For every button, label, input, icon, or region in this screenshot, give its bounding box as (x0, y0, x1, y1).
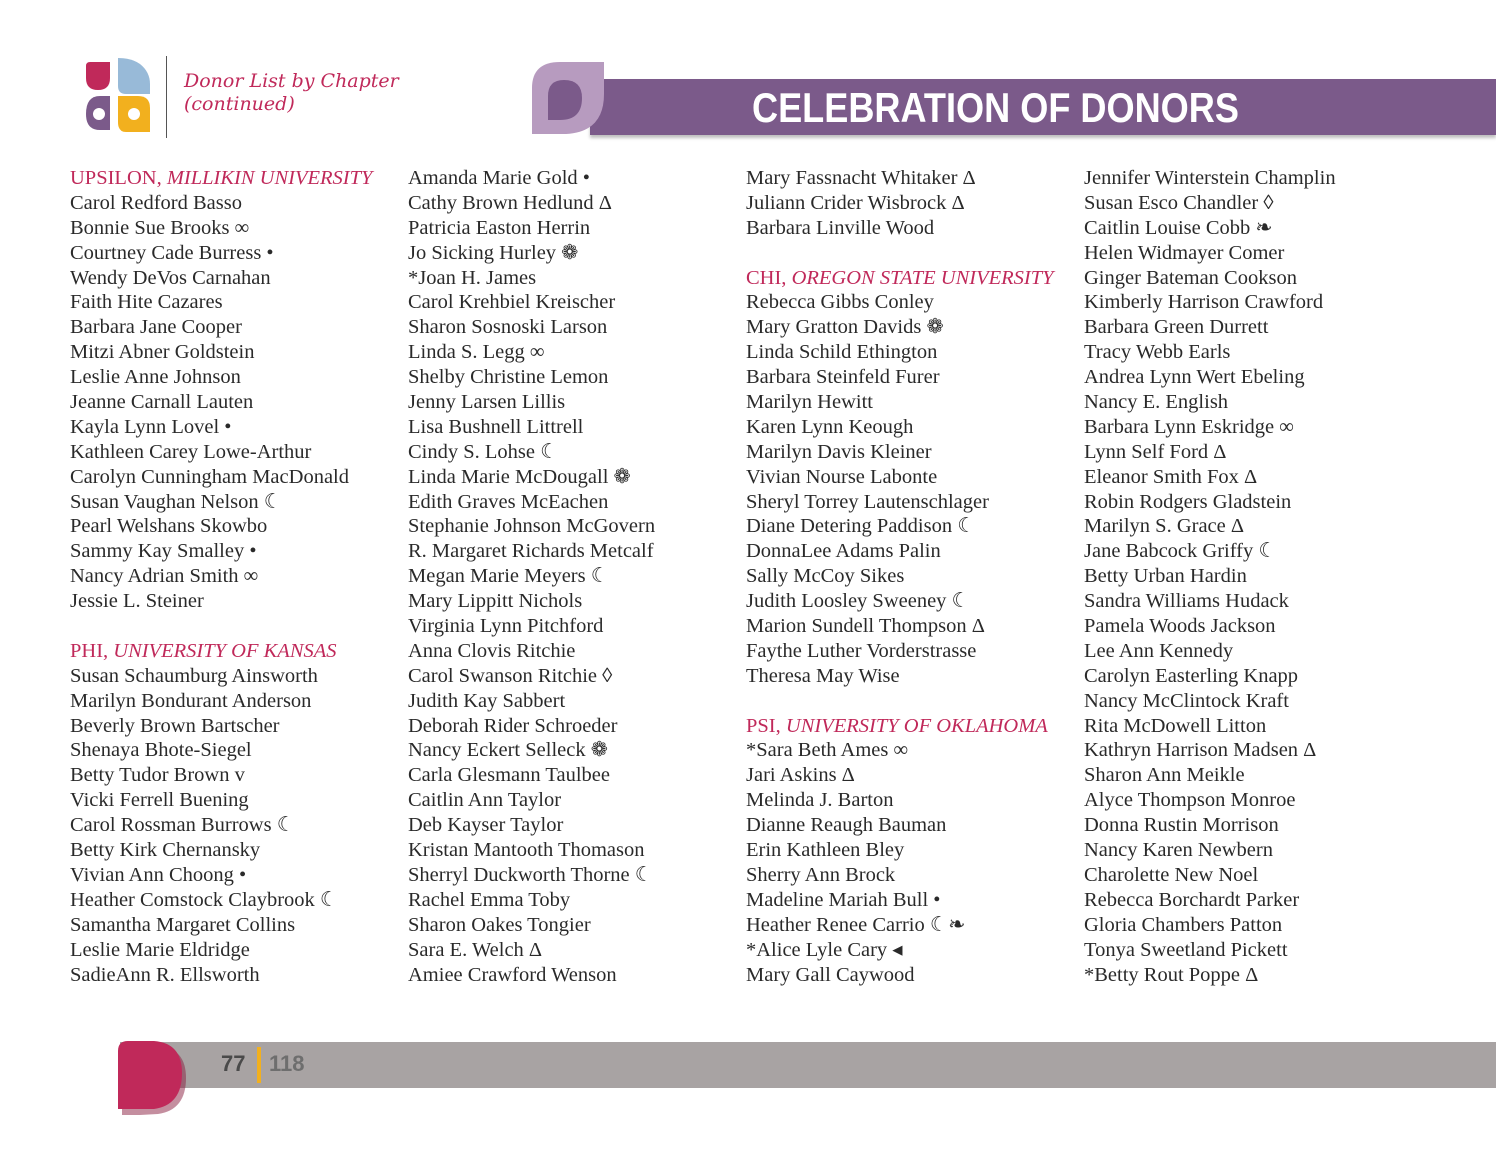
donor-name: Carol Redford Basso (70, 191, 242, 214)
donor-name: Sharon Oakes Tongier (408, 913, 591, 936)
donor-name: Rebecca Borchardt Parker (1084, 888, 1300, 911)
donor-name: Sharon Ann Meikle (1084, 764, 1245, 787)
donor-name: Jane Babcock Griffy ☾ (1084, 540, 1277, 563)
donor-name: Gloria Chambers Patton (1084, 913, 1283, 936)
donor-name: Vicki Ferrell Buening (70, 789, 249, 812)
chapter-heading (746, 714, 1076, 739)
donor-name: Nancy Karen Newbern (1084, 839, 1273, 862)
donor-name: Charolette New Noel (1084, 863, 1259, 886)
donor-column-4 (1084, 166, 1484, 1012)
donor-name: Kathleen Carey Lowe-Arthur (70, 440, 312, 463)
donor-name: Heather Comstock Claybrook ☾ (70, 888, 339, 911)
donor-name: Judith Kay Sabbert (408, 689, 566, 712)
donor-name: Shelby Christine Lemon (408, 366, 609, 389)
donor-name: Wendy DeVos Carnahan (70, 266, 271, 289)
donor-name: Andrea Lynn Wert Ebeling (1084, 366, 1305, 389)
donor-name: Edith Graves McEachen (408, 490, 609, 513)
university-name: MILLIKIN UNIVERSITY (166, 167, 373, 189)
chapter-heading (70, 639, 400, 664)
leaf-icon (528, 58, 608, 138)
donor-name: Pamela Woods Jackson (1084, 615, 1276, 638)
donor-name: *Betty Rout Poppe Δ (1084, 963, 1259, 986)
university-name: OREGON STATE UNIVERSITY (791, 266, 1054, 289)
donor-name: Heather Renee Carrio ☾❧ (746, 913, 966, 936)
chapter-section (408, 166, 738, 987)
donor-name: Nancy McClintock Kraft (1084, 689, 1289, 712)
donor-name: Kayla Lynn Lovel • (70, 415, 232, 438)
donor-name: Barbara Green Durrett (1084, 316, 1269, 339)
donor-name: Samantha Margaret Collins (70, 913, 296, 936)
subtitle-line-2: (continued) (184, 93, 295, 115)
donor-name: Kimberly Harrison Crawford (1084, 291, 1324, 314)
university-name: UNIVERSITY OF OKLAHOMA (785, 714, 1048, 737)
donor-name: Rebecca Gibbs Conley (746, 291, 934, 314)
donor-name: Carol Krehbiel Kreischer (408, 291, 616, 314)
donor-name: Faith Hite Cazares (70, 291, 223, 314)
organization-logo-icon (82, 56, 154, 134)
chapter-name: PSI, (746, 714, 781, 737)
donor-name: Carla Glesmann Taulbee (408, 764, 610, 787)
donor-name: Caitlin Louise Cobb ❧ (1084, 216, 1273, 239)
chapter-heading (746, 266, 1076, 291)
donor-name: Erin Kathleen Bley (746, 839, 905, 862)
donor-name: Faythe Luther Vorderstrasse (746, 639, 977, 662)
donor-name: Dianne Reaugh Bauman (746, 814, 947, 837)
donor-name: Nancy E. English (1084, 391, 1229, 414)
donor-name: Donna Rustin Morrison (1084, 814, 1279, 837)
donor-name: Pearl Welshans Skowbo (70, 515, 268, 538)
page-title: CELEBRATION OF DONORS (752, 84, 1239, 131)
page-number-separator (257, 1047, 261, 1083)
donor-name: Leslie Marie Eldridge (70, 938, 250, 961)
donor-name: Rita McDowell Litton (1084, 714, 1267, 737)
donor-name: Jessie L. Steiner (70, 590, 204, 613)
donor-name: Madeline Mariah Bull • (746, 888, 941, 911)
donor-name: *Sara Beth Ames ∞ (746, 739, 909, 762)
section-subtitle (184, 70, 424, 116)
donor-name: Cindy S. Lohse ☾ (408, 440, 559, 463)
donor-name: Melinda J. Barton (746, 789, 894, 812)
donor-name: Lee Ann Kennedy (1084, 639, 1234, 662)
donor-name: Megan Marie Meyers ☾ (408, 565, 610, 588)
donor-name: Jo Sicking Hurley ❁ (408, 241, 579, 264)
donor-name: Tonya Sweetland Pickett (1084, 938, 1288, 961)
donor-name: Deborah Rider Schroeder (408, 714, 618, 737)
donor-name: Virginia Lynn Pitchford (408, 615, 604, 638)
footer-leaf-icon (116, 1039, 188, 1115)
donor-name: DonnaLee Adams Palin (746, 540, 941, 563)
donor-name: Mary Gratton Davids ❁ (746, 316, 944, 339)
donor-name: Carol Rossman Burrows ☾ (70, 814, 296, 837)
donor-name: Betty Kirk Chernansky (70, 839, 261, 862)
donor-name: Carol Swanson Ritchie ◊ (408, 664, 613, 687)
donor-name: Karen Lynn Keough (746, 415, 914, 438)
donor-name: Courtney Cade Burress • (70, 241, 274, 264)
donor-name: Nancy Adrian Smith ∞ (70, 565, 259, 588)
donor-name: *Alice Lyle Cary ◂ (746, 938, 903, 961)
donor-name: Kristan Mantooth Thomason (408, 839, 645, 862)
donor-name: Susan Esco Chandler ◊ (1084, 191, 1274, 214)
donor-name: Stephanie Johnson McGovern (408, 515, 656, 538)
donor-name: Sammy Kay Smalley • (70, 540, 257, 563)
donor-name: Vivian Nourse Labonte (746, 465, 938, 488)
donor-name: Jari Askins Δ (746, 764, 855, 787)
donor-name: Juliann Crider Wisbrock Δ (746, 191, 965, 214)
donor-name: R. Margaret Richards Metcalf (408, 540, 654, 563)
donor-name: Carolyn Cunningham MacDonald (70, 465, 349, 488)
donor-name: Anna Clovis Ritchie (408, 639, 576, 662)
donor-name: Susan Schaumburg Ainsworth (70, 664, 318, 687)
footer-bar (120, 1042, 1496, 1088)
donor-name: Sharon Sosnoski Larson (408, 316, 608, 339)
donor-column-2 (408, 166, 738, 1012)
donor-name: Marion Sundell Thompson Δ (746, 615, 985, 638)
chapter-section (70, 639, 400, 987)
donor-name: Linda S. Legg ∞ (408, 341, 545, 364)
donor-name: Theresa May Wise (746, 664, 900, 687)
donor-name: Nancy Eckert Selleck ❁ (408, 739, 608, 762)
donor-name: Amiee Crawford Wenson (408, 963, 617, 986)
page-number-total: 118 (269, 1051, 305, 1076)
donor-name: Jennifer Winterstein Champlin (1084, 167, 1336, 189)
donor-name: Helen Widmayer Comer (1084, 241, 1285, 264)
chapter-name: UPSILON, (70, 167, 162, 189)
donor-name: Carolyn Easterling Knapp (1084, 664, 1299, 687)
chapter-section (746, 714, 1076, 988)
donor-name: Linda Marie McDougall ❁ (408, 465, 631, 488)
donor-name: SadieAnn R. Ellsworth (70, 963, 260, 986)
donor-name: Shenaya Bhote-Siegel (70, 739, 252, 762)
donor-name: Betty Tudor Brown v (70, 764, 245, 787)
chapter-section (746, 266, 1076, 689)
donor-name: Sherryl Duckworth Thorne ☾ (408, 863, 654, 886)
chapter-heading (70, 166, 400, 191)
donor-name: Diane Detering Paddison ☾ (746, 515, 976, 538)
donor-name: Lynn Self Ford Δ (1084, 440, 1227, 463)
donor-name: Bonnie Sue Brooks ∞ (70, 216, 250, 239)
donor-name: Vivian Ann Choong • (70, 863, 247, 886)
donor-name: Sheryl Torrey Lautenschlager (746, 490, 989, 513)
donor-name: Marilyn Davis Kleiner (746, 440, 932, 463)
donor-name: Mary Lippitt Nichols (408, 590, 583, 613)
page-number-current: 77 (221, 1051, 246, 1076)
chapter-name: PHI, (70, 639, 109, 662)
donor-name: Tracy Webb Earls (1084, 341, 1231, 364)
donor-column-1 (70, 166, 400, 1012)
donor-column-3 (746, 166, 1076, 1012)
university-name: UNIVERSITY OF KANSAS (113, 639, 337, 662)
donor-name: Rachel Emma Toby (408, 888, 571, 911)
donor-name: Leslie Anne Johnson (70, 366, 241, 389)
donor-name: Jenny Larsen Lillis (408, 391, 566, 414)
donor-name: Marilyn Hewitt (746, 391, 873, 414)
donor-name: Kathryn Harrison Madsen Δ (1084, 739, 1317, 762)
donor-name: Mary Gall Caywood (746, 963, 915, 986)
donor-name: Barbara Jane Cooper (70, 316, 242, 339)
donor-name: *Joan H. James (408, 266, 537, 289)
donor-name: Marilyn Bondurant Anderson (70, 689, 312, 712)
donor-name: Barbara Linville Wood (746, 216, 935, 239)
donor-name: Linda Schild Ethington (746, 341, 938, 364)
donor-name: Patricia Easton Herrin (408, 216, 591, 239)
logo-divider (166, 56, 167, 138)
donor-name: Sara E. Welch Δ (408, 938, 543, 961)
donor-name: Deb Kayser Taylor (408, 814, 564, 837)
donor-name: Barbara Steinfeld Furer (746, 366, 940, 389)
donor-name: Sandra Williams Hudack (1084, 590, 1289, 613)
donor-name: Sally McCoy Sikes (746, 565, 905, 588)
subtitle-line-1: Donor List by Chapter (184, 70, 399, 92)
donor-name: Alyce Thompson Monroe (1084, 789, 1296, 812)
donor-name: Amanda Marie Gold • (408, 167, 590, 189)
chapter-section (1084, 166, 1484, 987)
donor-name: Eleanor Smith Fox Δ (1084, 465, 1258, 488)
donor-name: Betty Urban Hardin (1084, 565, 1247, 588)
chapter-section (746, 166, 1076, 241)
donor-name: Jeanne Carnall Lauten (70, 391, 254, 414)
donor-name: Sherry Ann Brock (746, 863, 896, 886)
donor-name: Mitzi Abner Goldstein (70, 341, 255, 364)
donor-name: Beverly Brown Bartscher (70, 714, 280, 737)
chapter-section (70, 166, 400, 614)
donor-name: Susan Vaughan Nelson ☾ (70, 490, 283, 513)
donor-name: Robin Rodgers Gladstein (1084, 490, 1292, 513)
donor-name: Marilyn S. Grace Δ (1084, 515, 1245, 538)
donor-name: Mary Fassnacht Whitaker Δ (746, 167, 976, 189)
chapter-name: CHI, (746, 266, 787, 289)
donor-name: Ginger Bateman Cookson (1084, 266, 1297, 289)
donor-name: Judith Loosley Sweeney ☾ (746, 590, 970, 613)
donor-name: Cathy Brown Hedlund Δ (408, 191, 612, 214)
donor-name: Caitlin Ann Taylor (408, 789, 562, 812)
donor-name: Lisa Bushnell Littrell (408, 415, 584, 438)
donor-name: Barbara Lynn Eskridge ∞ (1084, 415, 1294, 438)
